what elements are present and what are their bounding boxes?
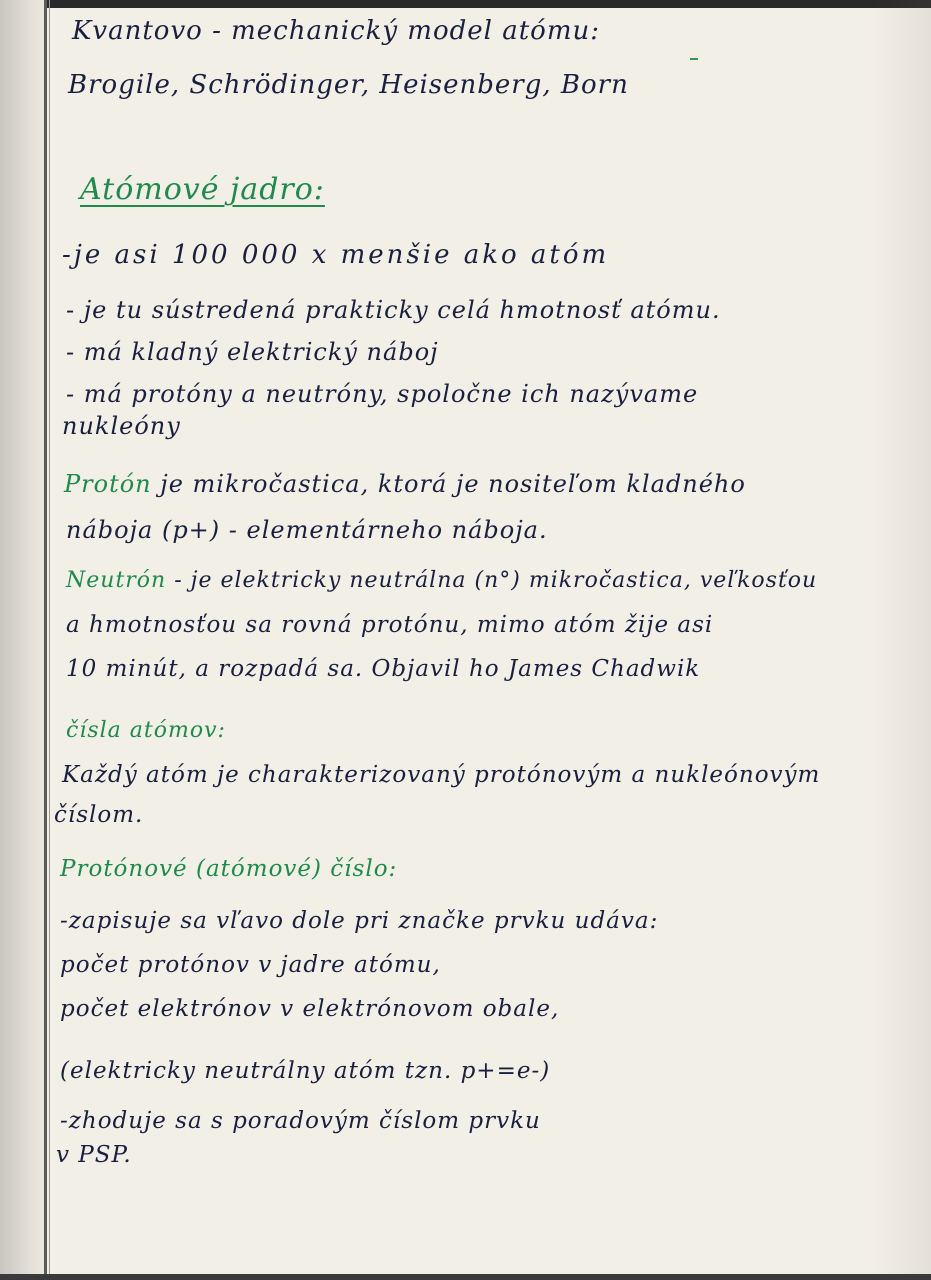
page-top-edge xyxy=(0,0,931,8)
page-curl-shade xyxy=(871,0,931,1280)
margin-line xyxy=(44,0,47,1280)
proton-definition: je mikročastica, ktorá je nositeľom kladného xyxy=(160,470,746,498)
text-line-1: Kvantovo - mechanický model atómu: xyxy=(72,16,600,46)
neutron-line-3: 10 minút, a rozpadá sa. Objavil ho James Chadwik xyxy=(66,656,701,682)
neutron-definition: - je elektricky neutrálna (n°) mikročastica, veľkosťou xyxy=(174,568,818,593)
proton-number-line-2: počet protónov v jadre atómu, xyxy=(60,952,441,978)
proton-number-line-1: -zapisuje sa vľavo dole pri značke prvku udáva: xyxy=(60,908,659,934)
text-line-7: nukleóny xyxy=(62,412,181,440)
term-neutron: Neutrón xyxy=(66,568,167,593)
text-line-5: - má kladný elektrický náboj xyxy=(66,338,439,366)
page-bottom-edge xyxy=(0,1274,931,1280)
section-heading-atomic-nucleus: Atómové jadro: xyxy=(80,172,325,207)
term-proton: Protón xyxy=(64,470,152,498)
text-line-2: Brogile, Schrödinger, Heisenberg, Born xyxy=(68,70,629,100)
proton-line-2: náboja (p+) - elementárneho náboja. xyxy=(66,516,548,544)
text-line-4: - je tu sústredená prakticky celá hmotnosť atómu. xyxy=(66,296,721,324)
proton-number-line-5: -zhoduje sa s poradovým číslom prvku xyxy=(60,1108,541,1134)
text-line-3: -je asi 100 000 x menšie ako atóm xyxy=(62,240,610,270)
green-ink-mark xyxy=(690,58,698,60)
neutron-line-2: a hmotnosťou sa rovná protónu, mimo atóm žije asi xyxy=(66,612,714,638)
proton-number-line-4: (elektricky neutrálny atóm tzn. p+=e-) xyxy=(60,1058,551,1084)
paragraph-neutron xyxy=(66,568,817,593)
atomic-numbers-line-2: číslom. xyxy=(54,802,144,828)
margin-line-secondary xyxy=(49,0,50,1280)
section-heading-proton-number: Protónové (atómové) číslo: xyxy=(60,856,398,882)
atomic-numbers-line-1: Každý atóm je charakterizovaný protónovým a nukleónovým xyxy=(62,762,821,788)
text-line-6: - má protóny a neutróny, spoločne ich nazývame xyxy=(66,380,699,408)
binding-shadow xyxy=(0,0,46,1280)
paragraph-proton xyxy=(64,470,746,498)
proton-number-line-6: v PSP. xyxy=(56,1142,132,1168)
proton-number-line-3: počet elektrónov v elektrónovom obale, xyxy=(60,996,560,1022)
section-heading-atomic-numbers: čísla atómov: xyxy=(66,718,226,743)
